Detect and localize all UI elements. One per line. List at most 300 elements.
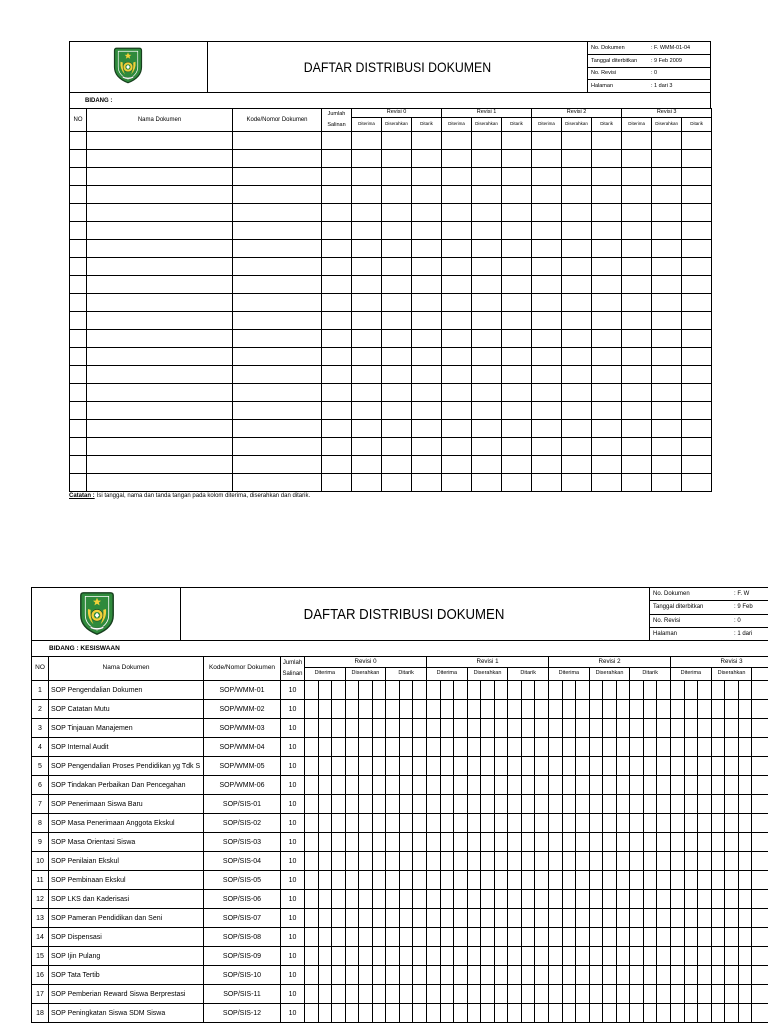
signature-cell bbox=[372, 814, 386, 833]
signature-cell bbox=[305, 757, 319, 776]
signature-cell bbox=[472, 276, 502, 294]
signature-cell bbox=[427, 985, 441, 1004]
signature-cell bbox=[412, 366, 442, 384]
signature-cell bbox=[738, 947, 752, 966]
signature-cell bbox=[698, 738, 712, 757]
row-number: 17 bbox=[32, 985, 49, 1004]
document-name bbox=[87, 294, 233, 312]
signature-cell bbox=[332, 852, 346, 871]
table-row bbox=[32, 738, 768, 757]
signature-cell bbox=[592, 456, 622, 474]
signature-cell bbox=[684, 681, 698, 700]
copy-count bbox=[322, 222, 352, 240]
document-name: SOP Tata Tertib bbox=[49, 966, 204, 985]
signature-cell bbox=[305, 871, 319, 890]
signature-cell bbox=[372, 852, 386, 871]
copy-count: 10 bbox=[281, 928, 305, 947]
signature-cell bbox=[481, 947, 495, 966]
signature-cell bbox=[603, 776, 617, 795]
document-name bbox=[87, 168, 233, 186]
document-code: SOP/WMM-03 bbox=[204, 719, 281, 738]
signature-cell bbox=[305, 776, 319, 795]
signature-cell bbox=[589, 757, 603, 776]
signature-cell bbox=[622, 222, 652, 240]
signature-cell bbox=[399, 947, 413, 966]
signature-cell bbox=[562, 258, 592, 276]
signature-cell bbox=[589, 947, 603, 966]
document-name: SOP Internal Audit bbox=[49, 738, 204, 757]
signature-cell bbox=[305, 795, 319, 814]
signature-cell bbox=[442, 240, 472, 258]
signature-cell bbox=[472, 384, 502, 402]
row-number bbox=[70, 330, 87, 348]
signature-cell bbox=[698, 719, 712, 738]
signature-cell bbox=[603, 757, 617, 776]
signature-cell bbox=[508, 681, 522, 700]
signature-cell bbox=[454, 757, 468, 776]
signature-cell bbox=[725, 966, 739, 985]
signature-cell bbox=[467, 890, 481, 909]
signature-cell bbox=[318, 966, 332, 985]
signature-cell bbox=[643, 681, 657, 700]
document-code: SOP/SIS-03 bbox=[204, 833, 281, 852]
signature-cell bbox=[399, 909, 413, 928]
signature-cell bbox=[494, 757, 508, 776]
revisi-0-diserahkan-header: Diserahkan bbox=[345, 668, 386, 681]
signature-cell bbox=[682, 312, 712, 330]
signature-cell bbox=[652, 420, 682, 438]
signature-cell bbox=[698, 757, 712, 776]
document-name: SOP Pengendalian Dokumen bbox=[49, 681, 204, 700]
col-jumlah-salinan-header bbox=[281, 657, 305, 681]
document-name: SOP Catatan Mutu bbox=[49, 700, 204, 719]
signature-cell bbox=[535, 947, 549, 966]
signature-cell bbox=[532, 276, 562, 294]
signature-cell bbox=[657, 833, 671, 852]
document-code: SOP/SIS-06 bbox=[204, 890, 281, 909]
signature-cell bbox=[372, 871, 386, 890]
signature-cell bbox=[535, 776, 549, 795]
distribution-table bbox=[31, 656, 768, 1023]
table-body bbox=[32, 681, 768, 1023]
signature-cell bbox=[738, 757, 752, 776]
signature-cell bbox=[521, 909, 535, 928]
signature-cell bbox=[318, 776, 332, 795]
signature-cell bbox=[412, 420, 442, 438]
signature-cell bbox=[711, 795, 725, 814]
signature-cell bbox=[359, 1004, 373, 1023]
revisi-1-ditarik-header: Ditarik bbox=[502, 118, 532, 132]
signature-cell bbox=[399, 871, 413, 890]
signature-cell bbox=[352, 312, 382, 330]
signature-cell bbox=[698, 928, 712, 947]
info-value: : 0 bbox=[734, 617, 741, 624]
document-name: SOP Ijin Pulang bbox=[49, 947, 204, 966]
signature-cell bbox=[359, 719, 373, 738]
table-row bbox=[70, 168, 712, 186]
signature-cell bbox=[359, 681, 373, 700]
signature-cell bbox=[630, 890, 644, 909]
signature-cell bbox=[622, 294, 652, 312]
signature-cell bbox=[657, 776, 671, 795]
signature-cell bbox=[359, 947, 373, 966]
signature-cell bbox=[652, 258, 682, 276]
document-name bbox=[87, 348, 233, 366]
signature-cell bbox=[442, 348, 472, 366]
copy-count: 10 bbox=[281, 871, 305, 890]
signature-cell bbox=[508, 795, 522, 814]
signature-cell bbox=[494, 890, 508, 909]
signature-cell bbox=[399, 1004, 413, 1023]
document-name bbox=[87, 384, 233, 402]
signature-cell bbox=[332, 814, 346, 833]
signature-cell bbox=[684, 719, 698, 738]
signature-cell bbox=[698, 966, 712, 985]
document-code bbox=[233, 402, 322, 420]
signature-cell bbox=[711, 738, 725, 757]
signature-cell bbox=[603, 947, 617, 966]
signature-cell bbox=[562, 833, 576, 852]
signature-cell bbox=[657, 890, 671, 909]
signature-cell bbox=[412, 402, 442, 420]
signature-cell bbox=[652, 456, 682, 474]
signature-cell bbox=[352, 330, 382, 348]
signature-cell bbox=[711, 852, 725, 871]
signature-cell bbox=[592, 474, 622, 492]
signature-cell bbox=[684, 700, 698, 719]
signature-cell bbox=[382, 186, 412, 204]
signature-cell bbox=[752, 890, 768, 909]
signature-cell bbox=[752, 1004, 768, 1023]
signature-cell bbox=[440, 700, 454, 719]
signature-cell bbox=[698, 814, 712, 833]
signature-cell bbox=[399, 757, 413, 776]
copy-count: 10 bbox=[281, 1004, 305, 1023]
signature-cell bbox=[372, 1004, 386, 1023]
signature-cell bbox=[412, 222, 442, 240]
document-code bbox=[233, 366, 322, 384]
signature-cell bbox=[725, 719, 739, 738]
signature-cell bbox=[352, 474, 382, 492]
table-row bbox=[32, 814, 768, 833]
table-row bbox=[70, 330, 712, 348]
revisi-1-diserahkan-header: Diserahkan bbox=[472, 118, 502, 132]
signature-cell bbox=[698, 776, 712, 795]
distribution-form-kesiswaan bbox=[31, 587, 768, 1024]
bidang-label: BIDANG : KESISWAAN bbox=[49, 645, 120, 652]
table-row bbox=[70, 258, 712, 276]
signature-cell bbox=[382, 240, 412, 258]
signature-cell bbox=[521, 985, 535, 1004]
info-label: No. Revisi bbox=[591, 70, 617, 77]
document-code bbox=[233, 330, 322, 348]
signature-cell bbox=[652, 402, 682, 420]
signature-cell bbox=[412, 258, 442, 276]
signature-cell bbox=[532, 348, 562, 366]
signature-cell bbox=[576, 814, 590, 833]
school-emblem-icon bbox=[113, 46, 143, 85]
info-row-halaman bbox=[650, 628, 768, 640]
signature-cell bbox=[657, 947, 671, 966]
signature-cell bbox=[521, 871, 535, 890]
signature-cell bbox=[382, 330, 412, 348]
signature-cell bbox=[359, 776, 373, 795]
signature-cell bbox=[305, 1004, 319, 1023]
copy-count: 10 bbox=[281, 795, 305, 814]
signature-cell bbox=[382, 168, 412, 186]
signature-cell bbox=[698, 871, 712, 890]
signature-cell bbox=[352, 348, 382, 366]
signature-cell bbox=[698, 833, 712, 852]
signature-cell bbox=[481, 871, 495, 890]
signature-cell bbox=[684, 776, 698, 795]
signature-cell bbox=[652, 438, 682, 456]
signature-cell bbox=[440, 833, 454, 852]
signature-cell bbox=[386, 719, 400, 738]
signature-cell bbox=[472, 420, 502, 438]
signature-cell bbox=[412, 474, 442, 492]
revisi-3-header: Revisi 3 bbox=[671, 657, 768, 668]
signature-cell bbox=[589, 681, 603, 700]
row-number bbox=[70, 474, 87, 492]
signature-cell bbox=[318, 814, 332, 833]
signature-cell bbox=[603, 909, 617, 928]
signature-cell bbox=[399, 928, 413, 947]
signature-cell bbox=[657, 1004, 671, 1023]
signature-cell bbox=[508, 814, 522, 833]
signature-cell bbox=[643, 852, 657, 871]
signature-cell bbox=[711, 814, 725, 833]
copy-count: 10 bbox=[281, 700, 305, 719]
signature-cell bbox=[318, 871, 332, 890]
signature-cell bbox=[382, 438, 412, 456]
row-number: 7 bbox=[32, 795, 49, 814]
signature-cell bbox=[622, 240, 652, 258]
signature-cell bbox=[386, 814, 400, 833]
signature-cell bbox=[682, 366, 712, 384]
signature-cell bbox=[622, 132, 652, 150]
signature-cell bbox=[684, 966, 698, 985]
signature-cell bbox=[508, 833, 522, 852]
note-text: Isi tanggal, nama dan tanda tangan pada kolom diterima, diserahkan dan ditarik. bbox=[96, 493, 311, 499]
signature-cell bbox=[502, 240, 532, 258]
copy-count: 10 bbox=[281, 966, 305, 985]
signature-cell bbox=[332, 966, 346, 985]
signature-cell bbox=[440, 852, 454, 871]
signature-cell bbox=[318, 738, 332, 757]
signature-cell bbox=[682, 240, 712, 258]
revisi-2-diterima-header: Diterima bbox=[549, 668, 590, 681]
signature-cell bbox=[682, 384, 712, 402]
distribution-form-blank bbox=[69, 41, 711, 511]
signature-cell bbox=[671, 757, 685, 776]
signature-cell bbox=[725, 738, 739, 757]
signature-cell bbox=[345, 909, 359, 928]
table-row bbox=[70, 204, 712, 222]
signature-cell bbox=[345, 1004, 359, 1023]
signature-cell bbox=[549, 966, 563, 985]
info-value: : 1 dari bbox=[734, 630, 753, 637]
signature-cell bbox=[698, 909, 712, 928]
signature-cell bbox=[467, 1004, 481, 1023]
signature-cell bbox=[630, 985, 644, 1004]
signature-cell bbox=[332, 909, 346, 928]
document-code: SOP/SIS-10 bbox=[204, 966, 281, 985]
row-number bbox=[70, 348, 87, 366]
signature-cell bbox=[502, 312, 532, 330]
signature-cell bbox=[622, 384, 652, 402]
signature-cell bbox=[412, 438, 442, 456]
signature-cell bbox=[622, 438, 652, 456]
signature-cell bbox=[562, 681, 576, 700]
signature-cell bbox=[332, 871, 346, 890]
signature-cell bbox=[521, 852, 535, 871]
revisi-3-ditarik-header bbox=[752, 668, 768, 681]
document-name bbox=[87, 258, 233, 276]
signature-cell bbox=[738, 681, 752, 700]
signature-cell bbox=[603, 966, 617, 985]
signature-cell bbox=[603, 871, 617, 890]
document-code: SOP/WMM-06 bbox=[204, 776, 281, 795]
signature-cell bbox=[684, 852, 698, 871]
signature-cell bbox=[603, 890, 617, 909]
document-name bbox=[87, 330, 233, 348]
signature-cell bbox=[502, 420, 532, 438]
signature-cell bbox=[494, 852, 508, 871]
signature-cell bbox=[616, 833, 630, 852]
signature-cell bbox=[442, 330, 472, 348]
signature-cell bbox=[671, 890, 685, 909]
document-name: SOP Pameran Pendidikan dan Seni bbox=[49, 909, 204, 928]
signature-cell bbox=[616, 719, 630, 738]
bidang-row bbox=[69, 92, 711, 109]
info-row-no-dokumen bbox=[588, 42, 710, 55]
signature-cell bbox=[643, 795, 657, 814]
info-value: : 1 dari 3 bbox=[651, 83, 673, 90]
signature-cell bbox=[382, 258, 412, 276]
signature-cell bbox=[481, 928, 495, 947]
copy-count: 10 bbox=[281, 852, 305, 871]
signature-cell bbox=[698, 700, 712, 719]
signature-cell bbox=[616, 700, 630, 719]
signature-cell bbox=[359, 852, 373, 871]
signature-cell bbox=[603, 833, 617, 852]
signature-cell bbox=[576, 719, 590, 738]
signature-cell bbox=[412, 312, 442, 330]
copy-count bbox=[322, 168, 352, 186]
signature-cell bbox=[494, 738, 508, 757]
revisi-2-diterima-header: Diterima bbox=[532, 118, 562, 132]
signature-cell bbox=[382, 294, 412, 312]
signature-cell bbox=[711, 871, 725, 890]
signature-cell bbox=[412, 168, 442, 186]
signature-cell bbox=[494, 681, 508, 700]
signature-cell bbox=[412, 384, 442, 402]
signature-cell bbox=[454, 947, 468, 966]
document-code bbox=[233, 312, 322, 330]
info-label: Halaman bbox=[591, 83, 614, 90]
signature-cell bbox=[467, 681, 481, 700]
signature-cell bbox=[481, 795, 495, 814]
signature-cell bbox=[592, 258, 622, 276]
copy-count: 10 bbox=[281, 985, 305, 1004]
signature-cell bbox=[399, 852, 413, 871]
signature-cell bbox=[589, 852, 603, 871]
signature-cell bbox=[682, 294, 712, 312]
signature-cell bbox=[643, 833, 657, 852]
table-row bbox=[70, 312, 712, 330]
signature-cell bbox=[305, 909, 319, 928]
table-row bbox=[70, 456, 712, 474]
table-row bbox=[32, 719, 768, 738]
signature-cell bbox=[305, 681, 319, 700]
signature-cell bbox=[521, 814, 535, 833]
signature-cell bbox=[386, 776, 400, 795]
signature-cell bbox=[562, 204, 592, 222]
signature-cell bbox=[592, 132, 622, 150]
signature-cell bbox=[442, 420, 472, 438]
signature-cell bbox=[562, 348, 592, 366]
signature-cell bbox=[359, 985, 373, 1004]
signature-cell bbox=[589, 719, 603, 738]
table-body bbox=[70, 132, 712, 492]
signature-cell bbox=[576, 909, 590, 928]
signature-cell bbox=[521, 795, 535, 814]
signature-cell bbox=[440, 966, 454, 985]
signature-cell bbox=[562, 474, 592, 492]
signature-cell bbox=[399, 814, 413, 833]
signature-cell bbox=[562, 947, 576, 966]
signature-cell bbox=[725, 776, 739, 795]
signature-cell bbox=[562, 700, 576, 719]
revisi-1-diterima-header: Diterima bbox=[427, 668, 468, 681]
signature-cell bbox=[682, 474, 712, 492]
signature-cell bbox=[372, 700, 386, 719]
signature-cell bbox=[657, 719, 671, 738]
copy-count bbox=[322, 420, 352, 438]
signature-cell bbox=[643, 814, 657, 833]
signature-cell bbox=[305, 928, 319, 947]
signature-cell bbox=[643, 985, 657, 1004]
document-name bbox=[87, 276, 233, 294]
signature-cell bbox=[332, 681, 346, 700]
signature-cell bbox=[532, 258, 562, 276]
signature-cell bbox=[345, 738, 359, 757]
row-number: 11 bbox=[32, 871, 49, 890]
signature-cell bbox=[549, 928, 563, 947]
copy-count bbox=[322, 402, 352, 420]
signature-cell bbox=[630, 966, 644, 985]
signature-cell bbox=[698, 1004, 712, 1023]
signature-cell bbox=[622, 312, 652, 330]
header-row-revisi bbox=[70, 109, 712, 118]
signature-cell bbox=[508, 852, 522, 871]
signature-cell bbox=[589, 700, 603, 719]
bidang-row bbox=[31, 640, 768, 657]
signature-cell bbox=[616, 795, 630, 814]
signature-cell bbox=[576, 795, 590, 814]
col-nama-dokumen-header: Nama Dokumen bbox=[49, 657, 204, 681]
signature-cell bbox=[738, 928, 752, 947]
signature-cell bbox=[502, 438, 532, 456]
signature-cell bbox=[684, 871, 698, 890]
school-emblem-icon bbox=[79, 591, 115, 636]
signature-cell bbox=[711, 700, 725, 719]
signature-cell bbox=[752, 947, 768, 966]
signature-cell bbox=[698, 890, 712, 909]
signature-cell bbox=[413, 795, 427, 814]
signature-cell bbox=[532, 294, 562, 312]
